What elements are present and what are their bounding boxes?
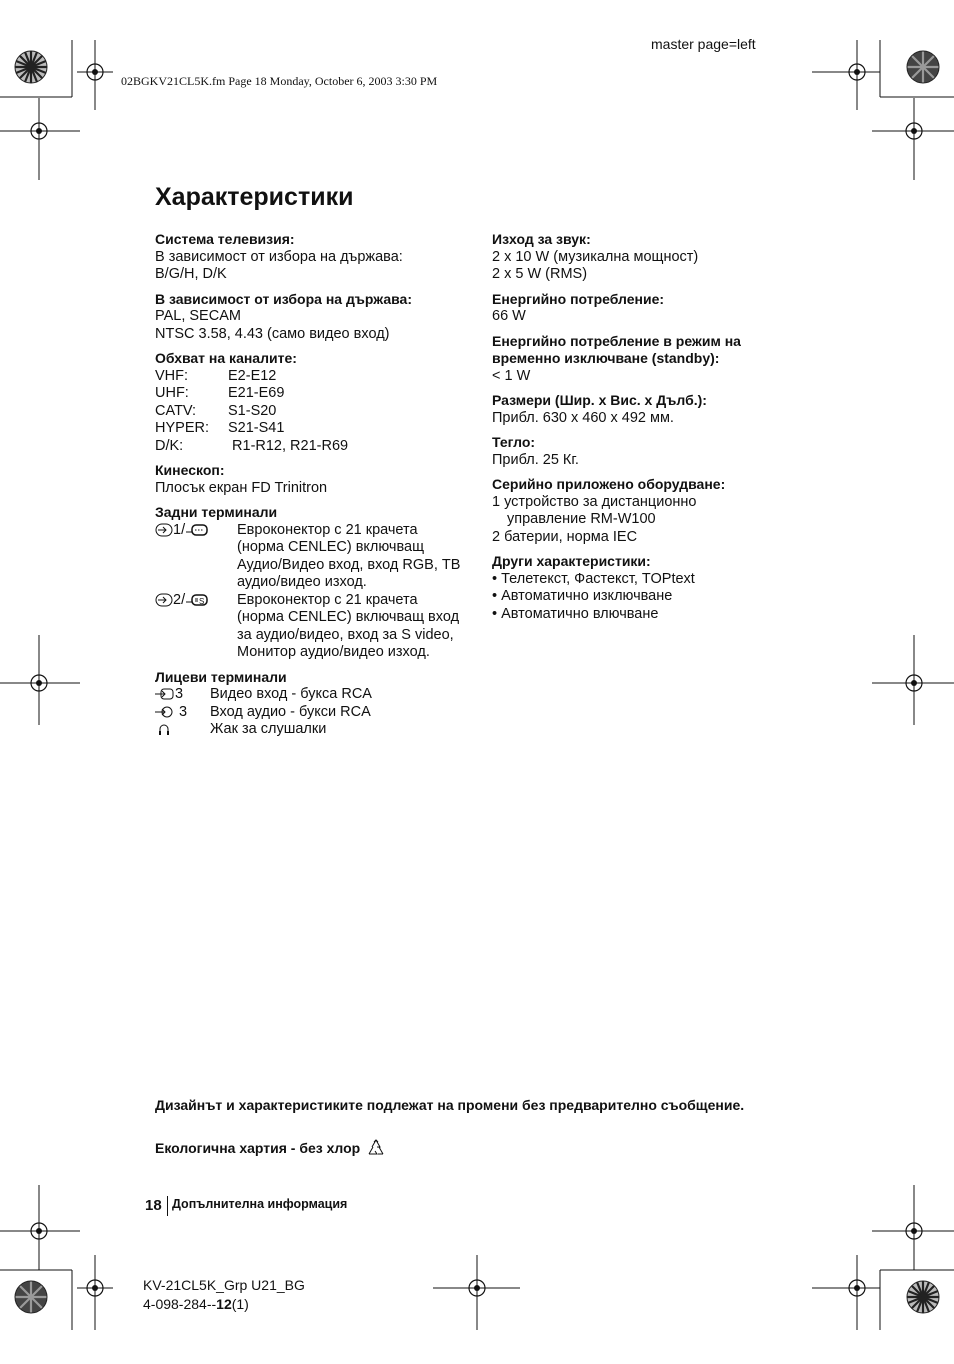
spec-line: В зависимост от избора на държава: [155, 248, 403, 265]
change-notice: Дизайнът и характеристиките подлежат на промени без предварително съобщение. [155, 1097, 745, 1113]
spec-line: Прибл. 630 x 460 x 492 мм. [492, 409, 674, 426]
channel-range: E2-E12 [228, 367, 277, 384]
part-number-suffix: (1) [231, 1296, 249, 1312]
channel-range: S21-S41 [228, 420, 285, 436]
specs-right-column [492, 231, 802, 623]
file-info: 02BGKV21CL5K.fm Page 18 Monday, October 6, 2003 3:30 PM [121, 74, 438, 88]
page-number: 18 [145, 1197, 162, 1214]
channel-range: E21-E69 [228, 385, 285, 401]
front-terminal-desc: Вход аудио - букси RCA [210, 703, 371, 720]
accessories-heading: Серийно приложено оборудване: [492, 476, 726, 492]
rear-terminal-row [155, 592, 475, 662]
spec-line: 1 устройство за дистанционно [492, 493, 697, 510]
channel-row [155, 420, 475, 438]
front-terminal-row [155, 704, 475, 722]
feature-bullet: • Автоматично влючване [492, 605, 659, 622]
rear-terminals-heading: Задни терминали [155, 504, 278, 520]
scart-av-icon [185, 523, 209, 537]
channel-range: S1-S20 [228, 402, 277, 419]
tv-system-heading: Система телевизия: [155, 231, 295, 247]
picture-tube-heading: Кинескоп: [155, 462, 225, 478]
section-name: Допълнителна информация [172, 1197, 348, 1211]
model-line: KV-21CL5K_Grp U21_BG [143, 1277, 305, 1293]
spec-line: управление RM-W100 [507, 511, 656, 527]
spec-line: 2 x 10 W (музикална мощност) [492, 248, 699, 265]
spec-line: 2 x 5 W (RMS) [492, 266, 588, 282]
sound-output-heading: Изход за звук: [492, 231, 591, 247]
page-number-divider [167, 1196, 168, 1216]
part-number [143, 1295, 305, 1314]
feature-bullet: • Телетекст, Фастекст, TOPtext [492, 570, 695, 587]
front-terminal-desc: Жак за слушалки [210, 721, 327, 737]
standby-heading-line: Енергийно потребление в режим на [492, 332, 741, 349]
feature-bullet: • Автоматично изключване [492, 588, 673, 604]
rear-terminal-row [155, 522, 475, 592]
model-info [143, 1276, 305, 1314]
part-number-prefix: 4-098-284-- [143, 1296, 217, 1312]
dimensions-heading: Размери (Шир. x Вис. x Дълб.): [492, 392, 707, 408]
page-title: Характеристики [155, 183, 354, 211]
spec-line: 2 батерии, норма IEC [492, 528, 638, 545]
channel-range: R1-R12, R21-R69 [228, 437, 349, 454]
channel-band: VHF: [155, 367, 189, 384]
rear-terminal-desc: Евроконектор с 21 крачета (норма CENLEC) включващ Аудио/Видео вход, вход RGB, ТВ аудио/видео изход. [237, 521, 461, 590]
front-terminal-label: 3 [179, 703, 188, 720]
headphones-icon [155, 722, 173, 736]
s-video-icon [185, 593, 209, 607]
channel-row [155, 368, 475, 386]
scart-input-icon [155, 593, 173, 607]
specs-left-column [155, 231, 475, 739]
spec-line: < 1 W [492, 367, 531, 384]
channel-row [155, 403, 475, 421]
channel-band: CATV: [155, 402, 197, 419]
power-heading: Енергийно потребление: [492, 290, 665, 307]
channel-band: HYPER: [155, 420, 209, 436]
rear-terminal-label: 1/ [173, 521, 186, 538]
rear-terminal-label: 2/ [173, 591, 186, 608]
spec-line: B/G/H, D/K [155, 266, 227, 282]
channel-band: D/K: [155, 437, 184, 454]
front-terminal-label: 3 [175, 686, 184, 702]
weight-heading: Тегло: [492, 434, 536, 450]
spec-line: Плосък екран FD Trinitron [155, 479, 328, 496]
scart-input-icon [155, 523, 173, 537]
channel-row [155, 385, 475, 403]
recycle-icon [366, 1138, 386, 1158]
channel-row [155, 438, 475, 456]
standby-power-heading [492, 333, 802, 368]
video-input-icon [155, 687, 175, 701]
channels-heading: Обхват на каналите: [155, 350, 297, 366]
standby-heading-line: временно изключване (standby): [492, 350, 720, 366]
svg-text:S: S [199, 596, 205, 606]
front-terminal-desc: Видео вход - букса RCA [210, 686, 372, 702]
eco-paper-text: Екологична хартия - без хлор [155, 1140, 361, 1156]
spec-line: 66 W [492, 308, 526, 324]
eco-paper-line [155, 1138, 386, 1158]
channel-band: UHF: [155, 385, 189, 401]
spec-line: Прибл. 25 Кг. [492, 451, 579, 468]
front-terminals-heading: Лицеви терминали [155, 668, 287, 685]
rear-terminal-desc: Евроконектор с 21 крачета (норма CENLEC) включващ вход за аудио/видео, вход за S video, Монитор аудио/видео изход. [237, 591, 460, 660]
front-terminal-row [155, 686, 475, 704]
audio-input-icon [155, 705, 175, 719]
color-system-heading: В зависимост от избора на държава: [155, 290, 412, 307]
part-number-revision: 12 [216, 1296, 232, 1312]
other-features-heading: Други характеристики: [492, 553, 651, 569]
spec-line: NTSC 3.58, 4.43 (само видео вход) [155, 325, 390, 342]
spec-line: PAL, SECAM [155, 308, 241, 324]
master-page-label: master page=left [651, 36, 756, 52]
front-terminal-row [155, 721, 475, 739]
